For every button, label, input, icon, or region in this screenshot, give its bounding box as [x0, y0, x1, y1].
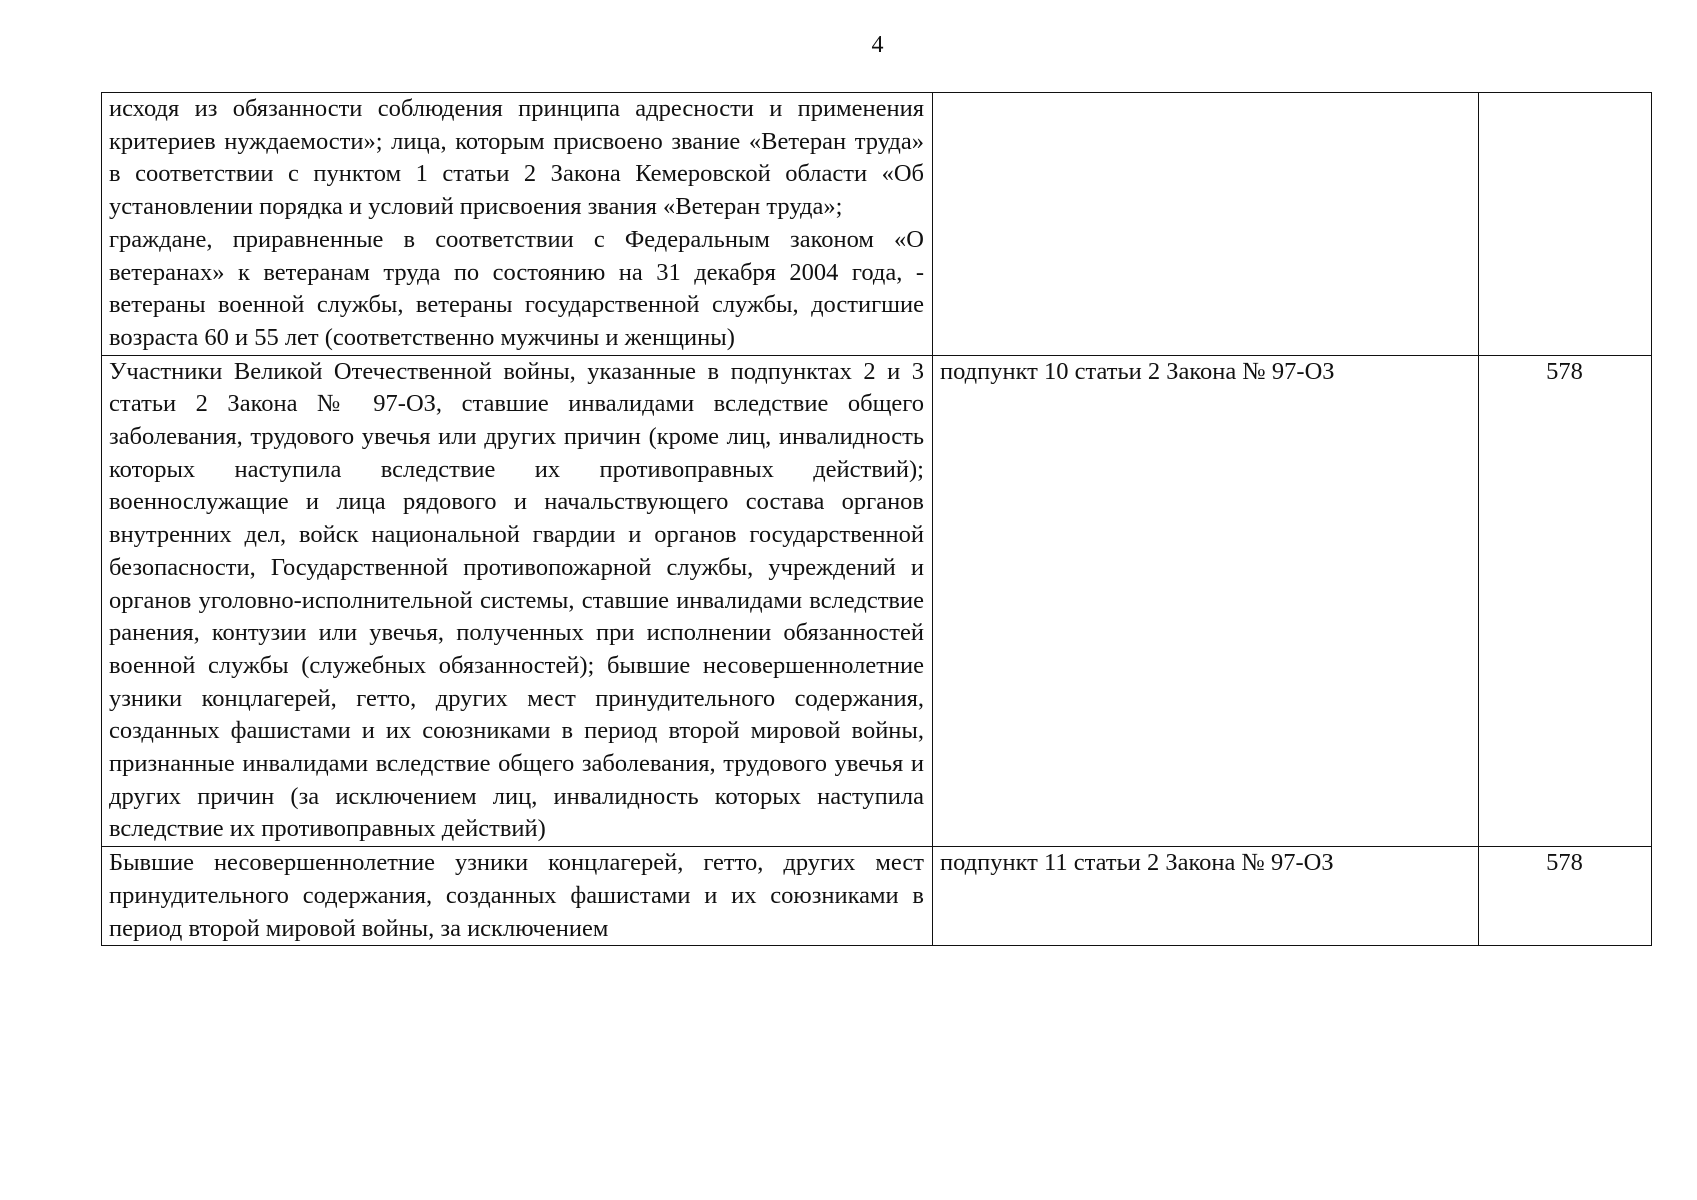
description-paragraph: Участники Великой Отечественной войны, указанные в подпунктах 2 и 3 статьи 2 Закона № 97-ОЗ, ставшие инвалидами вследствие общего заболевания, трудового увечья или других причин (кроме лиц, инвалидность которых наступила вследствие их противоправных действий); военнослужащие и лица рядового и начальствующего состава органов внутренних дел, войск национальной гвардии и органов государственной безопасности, Государственной противопожарной службы, учреждений и органов уголовно-исполнительной системы, ставшие инвалидами вследствие ранения, контузии или увечья, полученных при исполнении обязанностей военной службы (служебных обязанностей); бывшие несовершеннолетние узники концлагерей, гетто, других мест принудительного содержания, созданных фашистами и их союзниками в период второй мировой войны, признанные инвалидами вследствие общего заболевания, трудового увечья и других причин (за исключением лиц, инвалидность которых наступила вследствие их противоправных действий) [109, 357, 924, 843]
description-paragraph: исходя из обязанности соблюдения принципа адресности и применения критериев нуждаемости»; лица, которым присвоено звание «Ветеран труда» в соответствии с пунктом 1 статьи 2 Закона Кемеровской области «Об установлении порядка и условий присвоения звания «Ветеран труда»; [109, 95, 924, 221]
description-paragraph: граждане, приравненные в соответствии с Федеральным законом «О ветеранах» к ветеранам труда по состоянию на 31 декабря 2004 года, - ветераны военной службы, ветераны государственной службы, достигшие возраста 60 и 55 лет (соответственно мужчины и женщины) [109, 225, 924, 351]
category-description-cell [102, 355, 933, 847]
benefits-table [101, 92, 1652, 946]
page-number: 4 [871, 32, 884, 58]
legal-basis-cell: подпункт 11 статьи 2 Закона № 97-ОЗ [933, 847, 1479, 946]
table-row [102, 355, 1652, 847]
description-paragraph: Бывшие несовершеннолетние узники концлагерей, гетто, других мест принудительного содержания, созданных фашистами и их союзниками в период второй мировой войны, за исключением [109, 849, 924, 942]
legal-basis-cell [933, 93, 1479, 356]
category-description-cell [102, 847, 933, 946]
category-description-cell [102, 93, 933, 356]
table-row [102, 847, 1652, 946]
table-row [102, 93, 1652, 356]
legal-basis-cell: подпункт 10 статьи 2 Закона № 97-ОЗ [933, 355, 1479, 847]
amount-cell [1479, 93, 1652, 356]
amount-cell: 578 [1479, 847, 1652, 946]
amount-cell: 578 [1479, 355, 1652, 847]
